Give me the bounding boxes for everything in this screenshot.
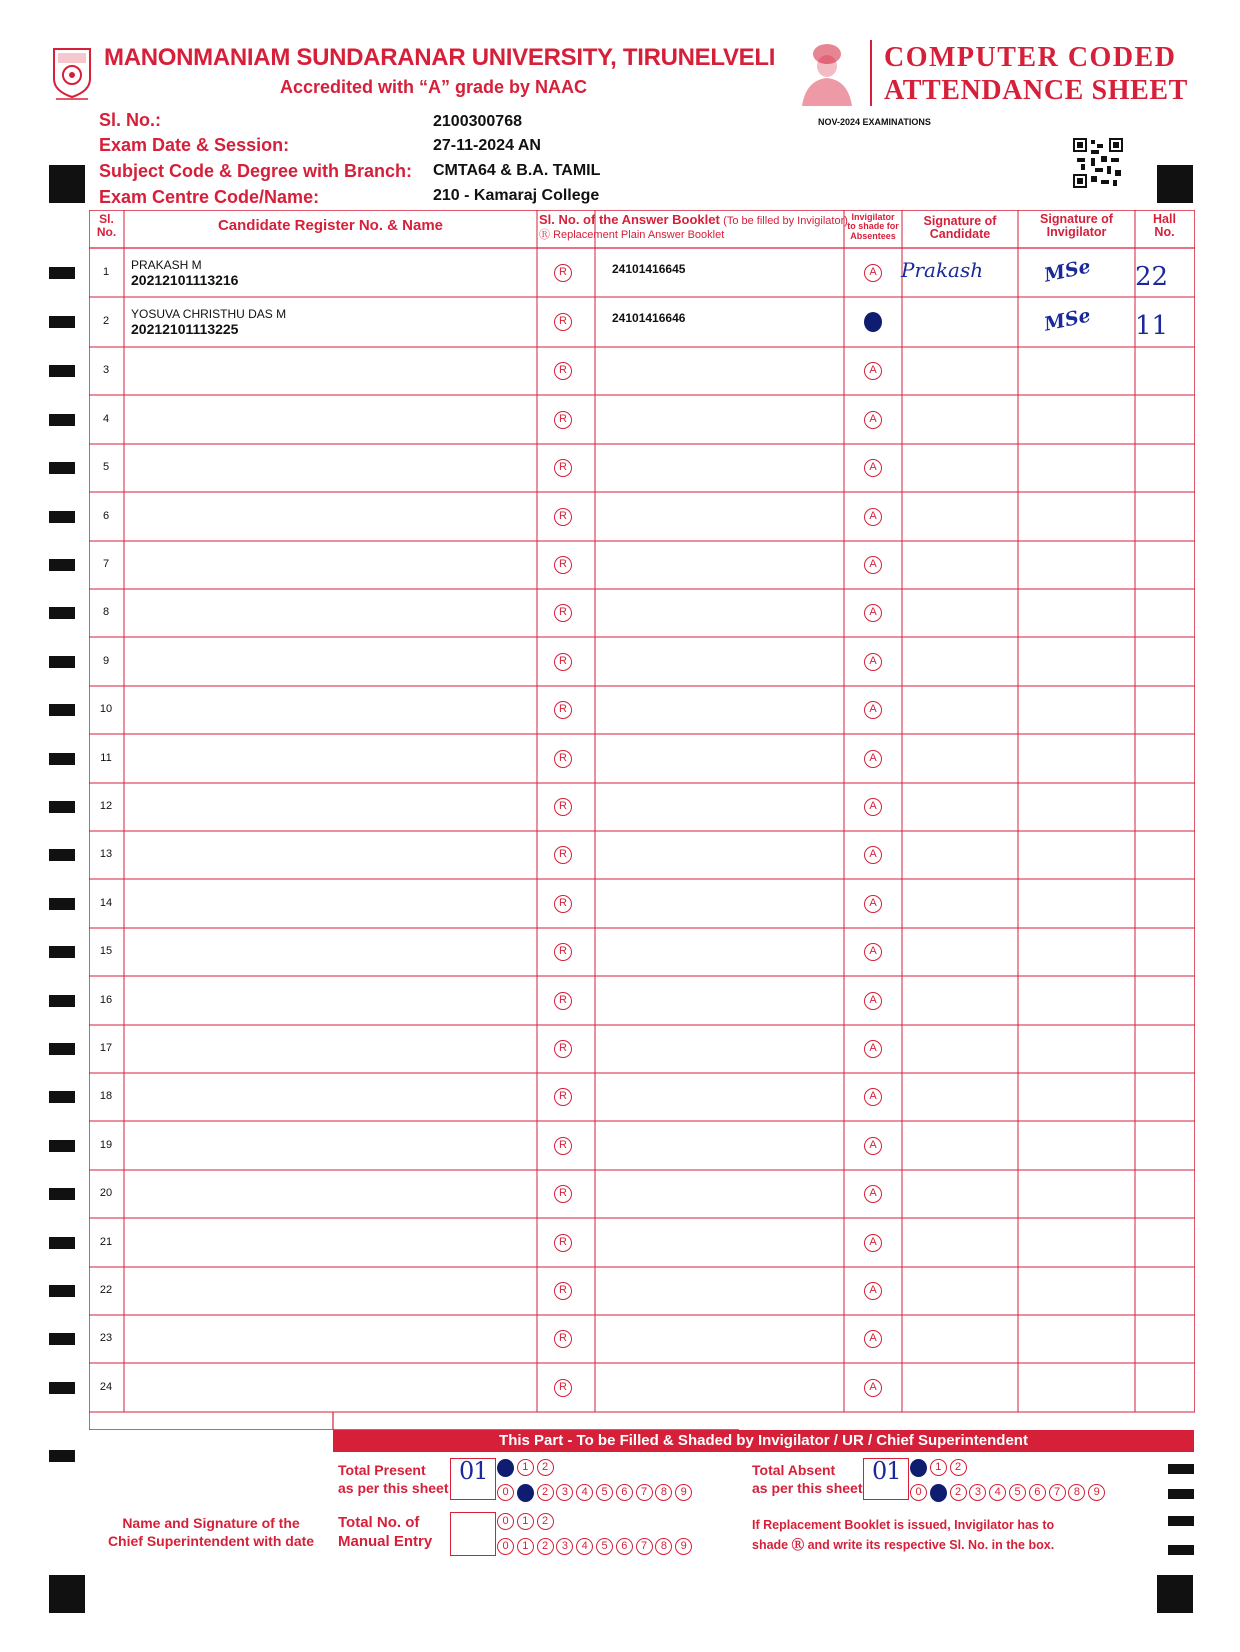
timing-mark-right (1168, 1489, 1194, 1499)
digit-bubble[interactable]: 3 (969, 1484, 986, 1501)
digit-bubble[interactable]: 2 (537, 1538, 554, 1555)
replacement-bubble[interactable]: R (554, 411, 572, 429)
row-sl-no: 22 (99, 1284, 113, 1296)
row-sl-no: 5 (102, 461, 110, 473)
digit-bubble[interactable]: 2 (950, 1459, 967, 1476)
header-candidate-signature: Signature of Candidate (923, 214, 997, 242)
row-sl-no: 8 (102, 606, 110, 618)
row-sl-no: 1 (102, 265, 110, 278)
absentee-bubble[interactable]: A (864, 992, 882, 1010)
exam-session-note: NOV-2024 EXAMINATIONS (818, 117, 931, 127)
replacement-bubble[interactable]: R (554, 1234, 572, 1252)
replacement-bubble[interactable]: R (554, 313, 572, 331)
total-present-box[interactable] (450, 1458, 496, 1500)
timing-mark (49, 1450, 75, 1462)
header-hall-no: Hall No. (1153, 212, 1176, 240)
digit-bubble[interactable]: 0 (497, 1513, 514, 1530)
university-logo (50, 45, 94, 101)
header-candidate: Candidate Register No. & Name (217, 217, 444, 234)
total-present-label: Total Present as per this sheet (338, 1462, 449, 1496)
replacement-bubble[interactable]: R (554, 604, 572, 622)
candidate-name: PRAKASH M (131, 258, 202, 272)
digit-bubble[interactable]: 9 (1088, 1484, 1105, 1501)
digit-bubble[interactable]: 4 (576, 1538, 593, 1555)
timing-mark (49, 656, 75, 668)
exam-date-value: 27-11-2024 AN (433, 137, 541, 154)
absentee-bubble[interactable]: A (864, 1234, 882, 1252)
digit-bubble[interactable]: 0 (910, 1484, 927, 1501)
replacement-bubble[interactable]: R (554, 895, 572, 913)
digit-bubble[interactable]: 1 (930, 1459, 947, 1476)
replacement-bubble[interactable]: R (554, 362, 572, 380)
replacement-bubble[interactable]: R (554, 1088, 572, 1106)
replacement-bubble[interactable]: R (554, 459, 572, 477)
absentee-bubble[interactable]: A (864, 1088, 882, 1106)
timing-mark (49, 365, 75, 377)
absentee-bubble[interactable]: A (864, 1379, 882, 1397)
timing-mark (49, 1043, 75, 1055)
centre-value: 210 - Kamaraj College (433, 187, 600, 204)
absentee-bubble[interactable]: A (864, 1137, 882, 1155)
subject-value: CMTA64 & B.A. TAMIL (433, 162, 601, 179)
chief-superintendent-label: Name and Signature of the Chief Superintendent with date (107, 1515, 315, 1549)
founder-portrait (796, 40, 858, 106)
digit-bubble[interactable]: 8 (1068, 1484, 1085, 1501)
header-booklet: Sl. No. of the Answer Booklet (To be filled by Invigilator) Ⓡ Replacement Plain Answer Booklet (539, 212, 848, 241)
digit-bubble[interactable]: 4 (989, 1484, 1006, 1501)
absentee-bubble[interactable]: A (864, 943, 882, 961)
digit-bubble-filled[interactable] (910, 1459, 927, 1477)
replacement-bubble[interactable]: R (554, 1040, 572, 1058)
registration-mark-bottom-left (49, 1575, 85, 1613)
replacement-bubble[interactable]: R (554, 992, 572, 1010)
timing-mark (49, 753, 75, 765)
row-sl-no: 15 (99, 945, 113, 957)
candidate-register-no: 20212101113225 (131, 321, 239, 337)
header-absentee-shade: Invigilator to shade for Absentees (847, 212, 899, 241)
total-absent-label: Total Absent as per this sheet (752, 1462, 863, 1496)
registration-mark-top-right (1157, 165, 1193, 203)
digit-bubble[interactable]: 7 (636, 1484, 653, 1501)
digit-bubble[interactable]: 2 (537, 1513, 554, 1530)
sheet-title-line1: COMPUTER CODED (884, 42, 1177, 73)
replacement-bubble[interactable]: R (554, 1282, 572, 1300)
digit-bubble[interactable]: 2 (537, 1484, 554, 1501)
timing-mark (49, 801, 75, 813)
timing-mark-right (1168, 1516, 1194, 1526)
timing-mark (49, 995, 75, 1007)
absentee-bubble[interactable]: A (864, 653, 882, 671)
footer-banner: This Part - To be Filled & Shaded by Invigilator / UR / Chief Superintendent (333, 1430, 1194, 1452)
centre-label: Exam Centre Code/Name: (99, 187, 320, 207)
absentee-bubble[interactable]: A (864, 1185, 882, 1203)
timing-mark (49, 607, 75, 619)
subject-label: Subject Code & Degree with Branch: (99, 161, 413, 181)
row-sl-no: 2 (102, 315, 110, 327)
absentee-bubble[interactable]: A (864, 701, 882, 719)
timing-mark (49, 849, 75, 861)
total-absent-written: 01 (872, 1457, 901, 1485)
replacement-note: If Replacement Booklet is issued, Invigilator has to shade Ⓡ and write its respective Sl. No. in the box. (752, 1518, 1055, 1552)
digit-bubble[interactable]: 2 (537, 1459, 554, 1476)
row-sl-no: 23 (99, 1332, 113, 1344)
candidate-register-no: 20212101113216 (131, 272, 239, 288)
row-sl-no: 21 (99, 1235, 113, 1248)
replacement-bubble[interactable]: R (554, 798, 572, 816)
digit-bubble[interactable]: 0 (497, 1484, 514, 1501)
digit-bubble[interactable]: 6 (616, 1484, 633, 1501)
digit-bubble[interactable]: 4 (576, 1484, 593, 1501)
absentee-bubble[interactable]: A (864, 459, 882, 477)
manual-entry-box[interactable] (450, 1512, 496, 1556)
row-sl-no: 17 (99, 1042, 113, 1054)
sl-no-label: Sl. No.: (99, 110, 161, 130)
timing-mark (49, 1333, 75, 1345)
absentee-bubble[interactable]: A (864, 362, 882, 380)
university-name: MANONMANIAM SUNDARANAR UNIVERSITY, TIRUNELVELI (104, 44, 776, 71)
absentee-bubble[interactable]: A (864, 798, 882, 816)
row-sl-no: 9 (102, 654, 110, 667)
row-sl-no: 7 (102, 558, 110, 570)
candidate-name: YOSUVA CHRISTHU DAS M (131, 307, 287, 321)
replacement-bubble[interactable]: R (554, 653, 572, 671)
absentee-bubble[interactable]: A (864, 508, 882, 526)
digit-bubble[interactable]: 7 (1049, 1484, 1066, 1501)
registration-mark-bottom-right (1157, 1575, 1193, 1613)
digit-bubble[interactable]: 6 (1029, 1484, 1046, 1501)
timing-mark (49, 946, 75, 958)
qr-code-icon (1073, 138, 1123, 188)
digit-bubble[interactable]: 8 (655, 1484, 672, 1501)
digit-bubble[interactable]: 5 (596, 1484, 613, 1501)
replacement-bubble[interactable]: R (554, 508, 572, 526)
replacement-bubble[interactable]: R (554, 1137, 572, 1155)
replacement-bubble[interactable]: R (554, 750, 572, 768)
hall-no-written: 11 (1135, 311, 1169, 341)
timing-mark (49, 559, 75, 571)
digit-bubble[interactable]: 1 (517, 1513, 534, 1530)
candidate-signature: Prakash (901, 258, 984, 282)
absentee-bubble[interactable]: A (864, 1330, 882, 1348)
answer-booklet-no: 24101416645 (612, 262, 686, 276)
row-sl-no: 12 (99, 800, 113, 812)
digit-bubble-filled[interactable] (497, 1459, 514, 1477)
row-sl-no: 4 (102, 412, 110, 425)
row-sl-no: 18 (99, 1090, 113, 1102)
row-sl-no: 20 (99, 1187, 113, 1199)
timing-mark (49, 1237, 75, 1249)
absentee-bubble[interactable]: A (864, 750, 882, 768)
digit-bubble[interactable]: 3 (556, 1484, 573, 1501)
timing-mark (49, 1285, 75, 1297)
digit-bubble[interactable]: 9 (675, 1484, 692, 1501)
row-sl-no: 19 (99, 1138, 113, 1151)
row-sl-no: 16 (99, 993, 113, 1006)
header-invigilator-signature: Signature of Invigilator (1040, 212, 1113, 240)
replacement-bubble[interactable]: R (554, 1379, 572, 1397)
replacement-bubble[interactable]: R (554, 1330, 572, 1348)
manual-entry-label: Total No. of Manual Entry (338, 1514, 433, 1550)
row-sl-no: 14 (99, 896, 113, 909)
digit-bubble[interactable]: 6 (616, 1538, 633, 1555)
invigilator-signature: MSe (1042, 304, 1093, 336)
timing-mark (49, 704, 75, 716)
digit-bubble[interactable]: 9 (675, 1538, 692, 1555)
timing-mark (49, 316, 75, 328)
timing-mark (49, 267, 75, 279)
absentee-bubble[interactable]: A (864, 895, 882, 913)
replacement-bubble[interactable]: R (554, 701, 572, 719)
digit-bubble[interactable]: 7 (636, 1538, 653, 1555)
absentee-bubble[interactable]: A (864, 264, 882, 282)
timing-mark (49, 898, 75, 910)
row-sl-no: 13 (99, 848, 113, 860)
timing-mark-right (1168, 1545, 1194, 1555)
digit-bubble-filled[interactable] (517, 1484, 534, 1502)
sheet-title-line2: ATTENDANCE SHEET (884, 75, 1188, 106)
invigilator-signature: MSe (1042, 255, 1093, 287)
accreditation-text: Accredited with “A” grade by NAAC (280, 77, 588, 97)
digit-bubble[interactable]: 1 (517, 1459, 534, 1476)
header-sl-no: Sl. No. (96, 212, 117, 239)
attendance-table-grid (89, 210, 1195, 1430)
row-sl-no: 10 (99, 703, 113, 715)
row-sl-no: 11 (100, 751, 112, 764)
row-sl-no: 3 (102, 364, 110, 376)
registration-mark-top-left (49, 165, 85, 203)
timing-mark (49, 511, 75, 523)
replacement-bubble[interactable]: R (554, 556, 572, 574)
absentee-bubble[interactable]: A (864, 604, 882, 622)
timing-mark (49, 1382, 75, 1394)
answer-booklet-no: 24101416646 (612, 311, 686, 325)
timing-mark (49, 414, 75, 426)
digit-bubble[interactable]: 5 (596, 1538, 613, 1555)
timing-mark (49, 462, 75, 474)
sl-no-value: 2100300768 (433, 113, 522, 130)
absentee-bubble[interactable]: A (864, 846, 882, 864)
header-divider (870, 40, 872, 106)
absentee-bubble[interactable]: A (864, 1040, 882, 1058)
exam-date-label: Exam Date & Session: (99, 135, 290, 155)
total-present-written: 01 (459, 1457, 488, 1485)
timing-mark (49, 1188, 75, 1200)
absentee-bubble[interactable]: A (864, 1282, 882, 1300)
replacement-bubble[interactable]: R (554, 1185, 572, 1203)
digit-bubble[interactable]: 5 (1009, 1484, 1026, 1501)
absentee-bubble[interactable]: A (864, 411, 882, 429)
digit-bubble[interactable]: 1 (517, 1538, 534, 1555)
replacement-bubble[interactable]: R (554, 264, 572, 282)
replacement-bubble[interactable]: R (554, 943, 572, 961)
digit-bubble[interactable]: 0 (497, 1538, 514, 1555)
timing-mark (49, 1140, 75, 1152)
absentee-bubble[interactable]: A (864, 556, 882, 574)
absentee-bubble-filled[interactable] (864, 312, 882, 332)
timing-mark-right (1168, 1464, 1194, 1474)
replacement-bubble[interactable]: R (554, 846, 572, 864)
hall-no-written: 22 (1135, 262, 1169, 292)
digit-bubble[interactable]: 3 (556, 1538, 573, 1555)
digit-bubble-filled[interactable] (930, 1484, 947, 1502)
row-sl-no: 24 (99, 1380, 113, 1393)
row-sl-no: 6 (102, 509, 110, 522)
digit-bubble[interactable]: 2 (950, 1484, 967, 1501)
digit-bubble[interactable]: 8 (655, 1538, 672, 1555)
timing-mark (49, 1091, 75, 1103)
total-absent-box[interactable] (863, 1458, 909, 1500)
